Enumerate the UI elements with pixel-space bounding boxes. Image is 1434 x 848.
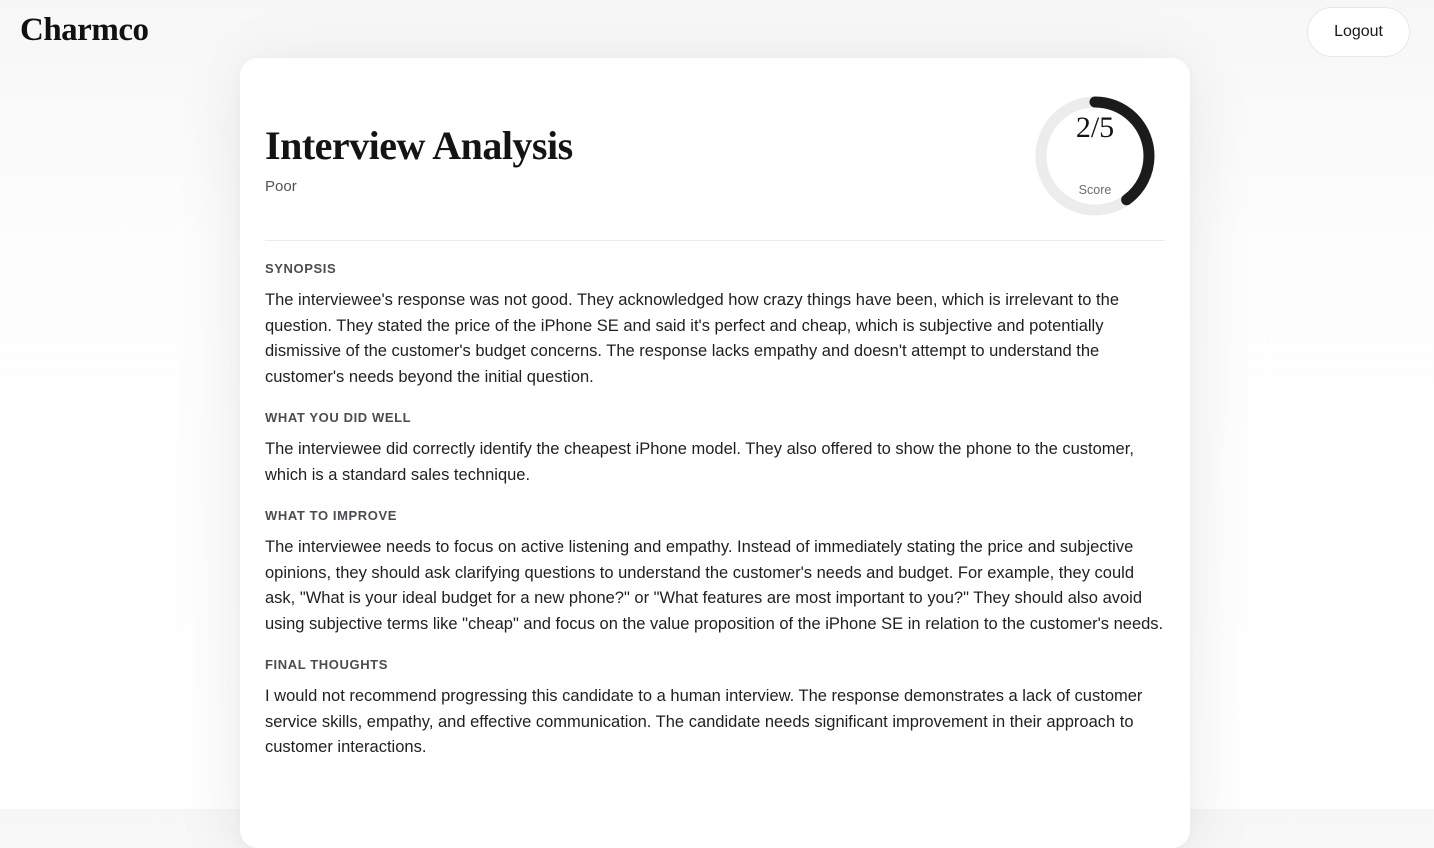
section-what-you-did-well [265, 410, 1165, 488]
rating-label: Poor [265, 178, 297, 195]
header-divider [265, 240, 1165, 241]
brand-logo: Charmco [20, 12, 149, 48]
section-synopsis [265, 261, 1165, 390]
title-block [265, 124, 573, 195]
section-heading: SYNOPSIS [265, 261, 337, 276]
logout-button[interactable]: Logout [1307, 7, 1410, 57]
card-header [265, 96, 1165, 216]
section-body: The interviewee did correctly identify the cheapest iPhone model. They also offered to show the phone to the customer, which is a standard sales technique. [265, 440, 1134, 484]
section-body: The interviewee's response was not good. They acknowledged how crazy things have been, which is irrelevant to the question. They stated the price of the iPhone SE and said it's perfect and cheap, which is subjective and potentially dismissive of the customer's budget concerns. The response lacks empathy and doesn't attempt to understand the customer's needs beyond the initial question. [265, 291, 1119, 386]
section-heading: WHAT TO IMPROVE [265, 508, 398, 523]
topbar [0, 0, 1434, 64]
section-what-to-improve [265, 508, 1165, 637]
page-title: Interview Analysis [265, 123, 573, 168]
section-final-thoughts [265, 657, 1165, 761]
report-sections [265, 261, 1165, 761]
section-body: The interviewee needs to focus on active listening and empathy. Instead of immediately stating the price and subjective opinions, they should ask clarifying questions to understand the customer's needs and budget. For example, they could ask, "What is your ideal budget for a new phone?" or "What features are most important to you?" They should also avoid using subjective terms like "cheap" and focus on the value proposition of the iPhone SE in relation to the customer's needs. [265, 538, 1164, 633]
score-label: Score [1078, 183, 1112, 197]
section-heading: WHAT YOU DID WELL [265, 410, 412, 425]
score-gauge [1035, 96, 1155, 216]
section-body: I would not recommend progressing this candidate to a human interview. The response demonstrates a lack of customer service skills, empathy, and effective communication. The candidate needs significant improvement in their approach to customer interactions. [265, 687, 1143, 756]
score-value: 2/5 [1075, 111, 1115, 144]
section-heading: FINAL THOUGHTS [265, 657, 388, 672]
interview-analysis-card [240, 58, 1190, 848]
